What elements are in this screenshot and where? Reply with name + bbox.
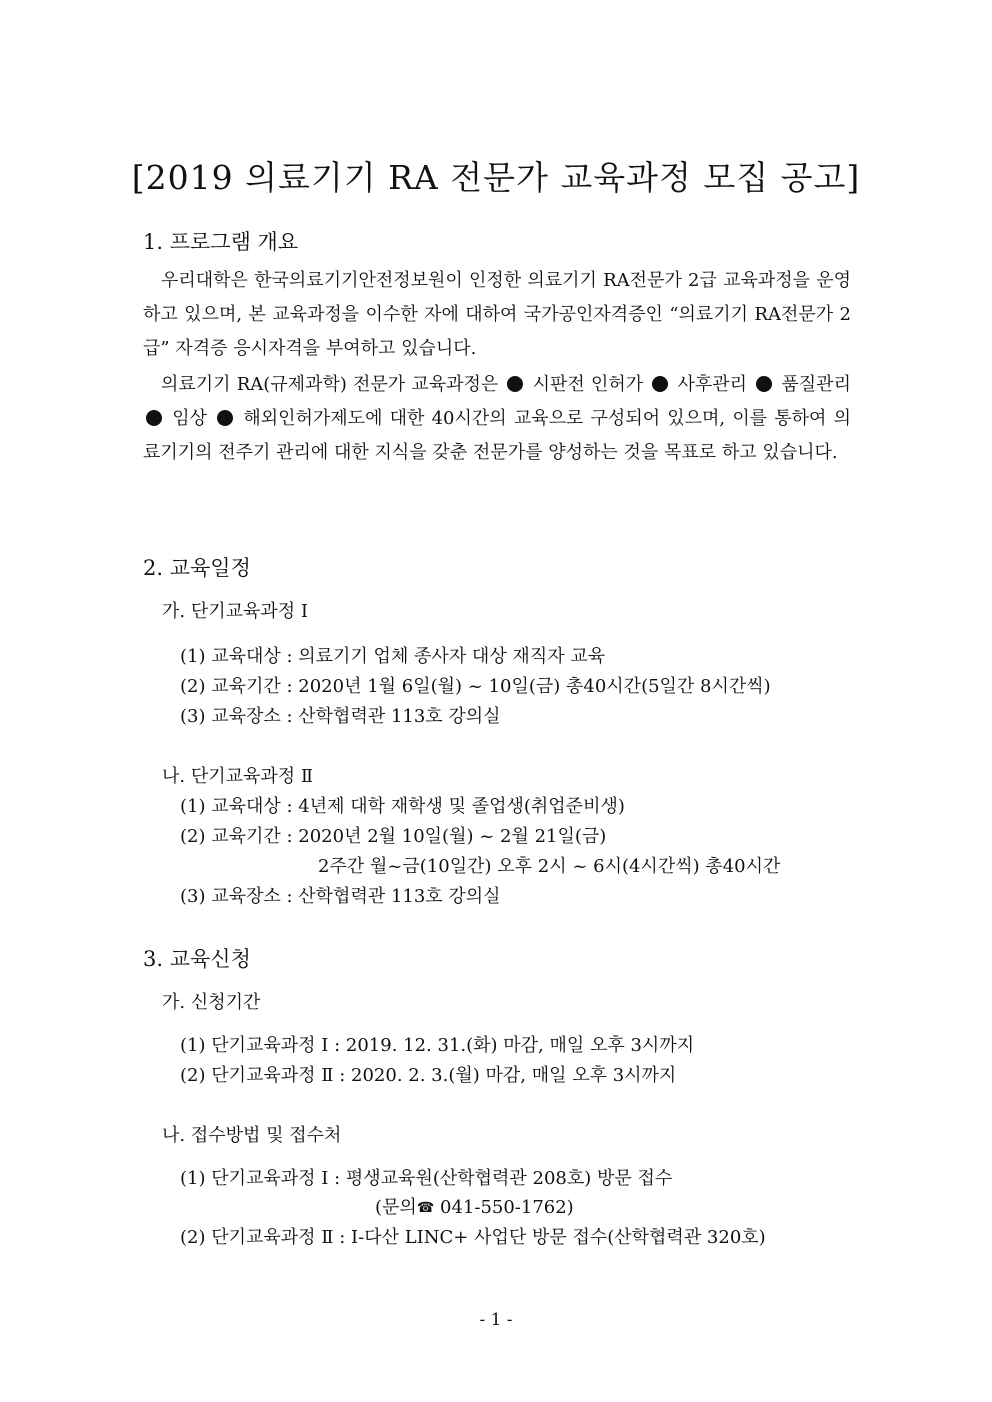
apply-method-course-1: (1) 단기교육과정 Ⅰ : 평생교육원(산학협력관 208호) 방문 접수 xyxy=(180,1168,673,1189)
page-title: [2019 의료기기 RA 전문가 교육과정 모집 공고] xyxy=(131,158,861,197)
section-1-paragraph-1: 우리대학은 한국의료기기안전정보원이 인정한 의료기기 RA전문가 2급 교육과정을 운영하고 있으며, 본 교육과정을 이수한 자에 대하여 국가공인자격증인 “의료기기 RA전문가 2급” 자격증 응시자격을 부여하고 있습니다. xyxy=(143,270,851,359)
course-1-target: (1) 교육대상 : 의료기기 업체 종사자 대상 재직자 교육 xyxy=(180,646,606,667)
topic-item: 품질관리 xyxy=(781,374,851,395)
page-number: - 1 - xyxy=(479,1310,513,1330)
bullet-dot-icon xyxy=(507,376,523,392)
apply-period-course-1: (1) 단기교육과정 Ⅰ : 2019. 12. 31.(화) 마감, 매일 오후 3시까지 xyxy=(180,1035,695,1056)
contact-phone: 041-550-1762) xyxy=(440,1197,574,1218)
bullet-dot-icon xyxy=(756,376,772,392)
topic-item: 사후관리 xyxy=(677,374,748,395)
bullet-dot-icon xyxy=(146,410,162,426)
topic-item: 임상 xyxy=(172,408,207,429)
apply-method-course-2: (2) 단기교육과정 Ⅱ : I-다산 LINC+ 사업단 방문 접수(산학협력관 320호) xyxy=(180,1227,766,1248)
contact-line xyxy=(375,1193,574,1219)
course-1-location: (3) 교육장소 : 산학협력관 113호 강의실 xyxy=(180,706,501,727)
bullet-dot-icon xyxy=(217,410,233,426)
paragraph-2-rest: 에 대한 40시간의 교육으로 구성되어 있으며, 이를 통하여 의료기기의 전주기 관리에 대한 지식을 갖춘 전문가를 양성하는 것을 목표로 하고 있습니다. xyxy=(143,408,851,463)
course-2-period: (2) 교육기간 : 2020년 2월 10일(월) ~ 2월 21일(금) xyxy=(180,826,607,847)
section-3-heading: 3. 교육신청 xyxy=(143,947,251,971)
apply-method-label: 나. 접수방법 및 접수처 xyxy=(162,1125,342,1146)
section-1-heading: 1. 프로그램 개요 xyxy=(143,230,299,254)
paragraph-2-intro: 의료기기 RA(규제과학) 전문가 교육과정은 xyxy=(161,374,499,395)
course-2-period-detail: 2주간 월~금(10일간) 오후 2시 ~ 6시(4시간씩) 총40시간 xyxy=(318,856,781,877)
course-2-location: (3) 교육장소 : 산학협력관 113호 강의실 xyxy=(180,886,501,907)
course-2-target: (1) 교육대상 : 4년제 대학 재학생 및 졸업생(취업준비생) xyxy=(180,796,625,817)
course-1-period: (2) 교육기간 : 2020년 1월 6일(월) ~ 10일(금) 총40시간(5일간 8시간씩) xyxy=(180,676,771,697)
topic-item: 시판전 인허가 xyxy=(532,374,644,395)
apply-period-course-2: (2) 단기교육과정 Ⅱ : 2020. 2. 3.(월) 마감, 매일 오후 3시까지 xyxy=(180,1065,677,1086)
section-1-paragraph-2 xyxy=(143,368,851,470)
bullet-dot-icon xyxy=(652,376,668,392)
apply-period-label: 가. 신청기간 xyxy=(162,992,261,1013)
course-1-label: 가. 단기교육과정 Ⅰ xyxy=(162,601,308,622)
topic-item: 해외인허가제도 xyxy=(243,408,366,429)
phone-icon: ☎ xyxy=(416,1200,435,1216)
section-2-heading: 2. 교육일정 xyxy=(143,556,251,580)
contact-open: (문의 xyxy=(375,1197,417,1218)
course-2-label: 나. 단기교육과정 Ⅱ xyxy=(162,766,314,787)
